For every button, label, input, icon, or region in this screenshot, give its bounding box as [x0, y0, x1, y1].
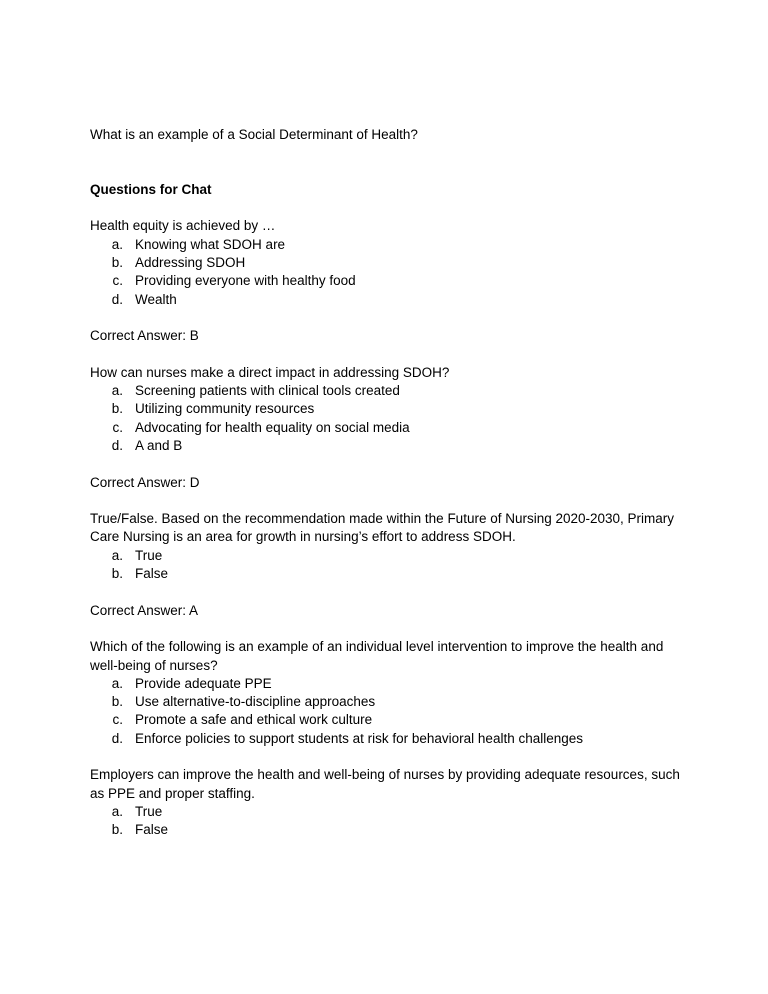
question-stem: Which of the following is an example of an individual level intervention to improve the health and well-being of nurses?	[90, 639, 664, 673]
option-item	[90, 272, 690, 290]
option-item	[90, 236, 690, 254]
option-text: Promote a safe and ethical work culture	[135, 712, 373, 728]
option-marker: b.	[111, 401, 123, 417]
option-marker: a.	[111, 547, 123, 563]
correct-answer: Correct Answer: B	[90, 328, 199, 344]
question-block-1	[90, 217, 690, 345]
option-marker: c.	[112, 419, 123, 435]
option-marker: c.	[112, 273, 123, 289]
option-marker: b.	[111, 566, 123, 582]
option-item	[90, 254, 690, 272]
option-marker: d.	[111, 437, 123, 453]
question-stem: True/False. Based on the recommendation made within the Future of Nursing 2020-2030, Primary Care Nursing is an area for growth in nursing’s effort to address SDOH.	[90, 511, 675, 545]
option-marker: d.	[111, 730, 123, 746]
intro-question: What is an example of a Social Determinant of Health?	[90, 127, 418, 142]
option-text: False	[135, 822, 169, 838]
options-list	[90, 236, 690, 309]
option-text: Screening patients with clinical tools created	[135, 383, 400, 399]
option-item	[90, 803, 690, 821]
option-item	[90, 675, 690, 693]
option-item	[90, 437, 690, 455]
option-item	[90, 730, 690, 748]
option-text: Wealth	[135, 291, 177, 307]
question-stem: Health equity is achieved by …	[90, 218, 276, 234]
option-item	[90, 711, 690, 729]
correct-answer: Correct Answer: A	[90, 602, 199, 618]
option-marker: b.	[111, 822, 123, 838]
correct-answer: Correct Answer: D	[90, 474, 200, 490]
question-stem: How can nurses make a direct impact in addressing SDOH?	[90, 364, 450, 380]
option-marker: c.	[112, 712, 123, 728]
option-text: Advocating for health equality on social media	[135, 419, 410, 435]
option-marker: b.	[111, 254, 123, 270]
option-text: Provide adequate PPE	[135, 675, 272, 691]
option-marker: a.	[111, 383, 123, 399]
option-text: Utilizing community resources	[135, 401, 315, 417]
options-list	[90, 675, 690, 748]
option-marker: d.	[111, 291, 123, 307]
options-list	[90, 382, 690, 455]
option-item	[90, 400, 690, 418]
option-text: Knowing what SDOH are	[135, 236, 286, 252]
option-text: Addressing SDOH	[135, 254, 246, 270]
option-marker: a.	[111, 236, 123, 252]
options-list	[90, 547, 690, 584]
option-text: Use alternative-to-discipline approaches	[135, 694, 376, 710]
options-list	[90, 803, 690, 840]
question-block-5	[90, 766, 690, 839]
question-block-3	[90, 510, 690, 620]
option-item	[90, 291, 690, 309]
option-item	[90, 547, 690, 565]
option-text: True	[135, 547, 163, 563]
option-text: A and B	[135, 437, 183, 453]
option-text: False	[135, 566, 169, 582]
option-item	[90, 382, 690, 400]
option-item	[90, 565, 690, 583]
option-marker: b.	[111, 694, 123, 710]
section-heading: Questions for Chat	[90, 181, 212, 197]
question-block-4	[90, 638, 690, 748]
option-item	[90, 821, 690, 839]
option-text: Providing everyone with healthy food	[135, 273, 356, 289]
option-marker: a.	[111, 803, 123, 819]
document-page	[90, 126, 690, 839]
option-item	[90, 693, 690, 711]
option-text: True	[135, 803, 163, 819]
option-item	[90, 419, 690, 437]
option-marker: a.	[111, 675, 123, 691]
question-stem: Employers can improve the health and well-being of nurses by providing adequate resources, such as PPE and proper staffing.	[90, 767, 680, 801]
question-block-2	[90, 364, 690, 492]
option-text: Enforce policies to support students at risk for behavioral health challenges	[135, 730, 584, 746]
